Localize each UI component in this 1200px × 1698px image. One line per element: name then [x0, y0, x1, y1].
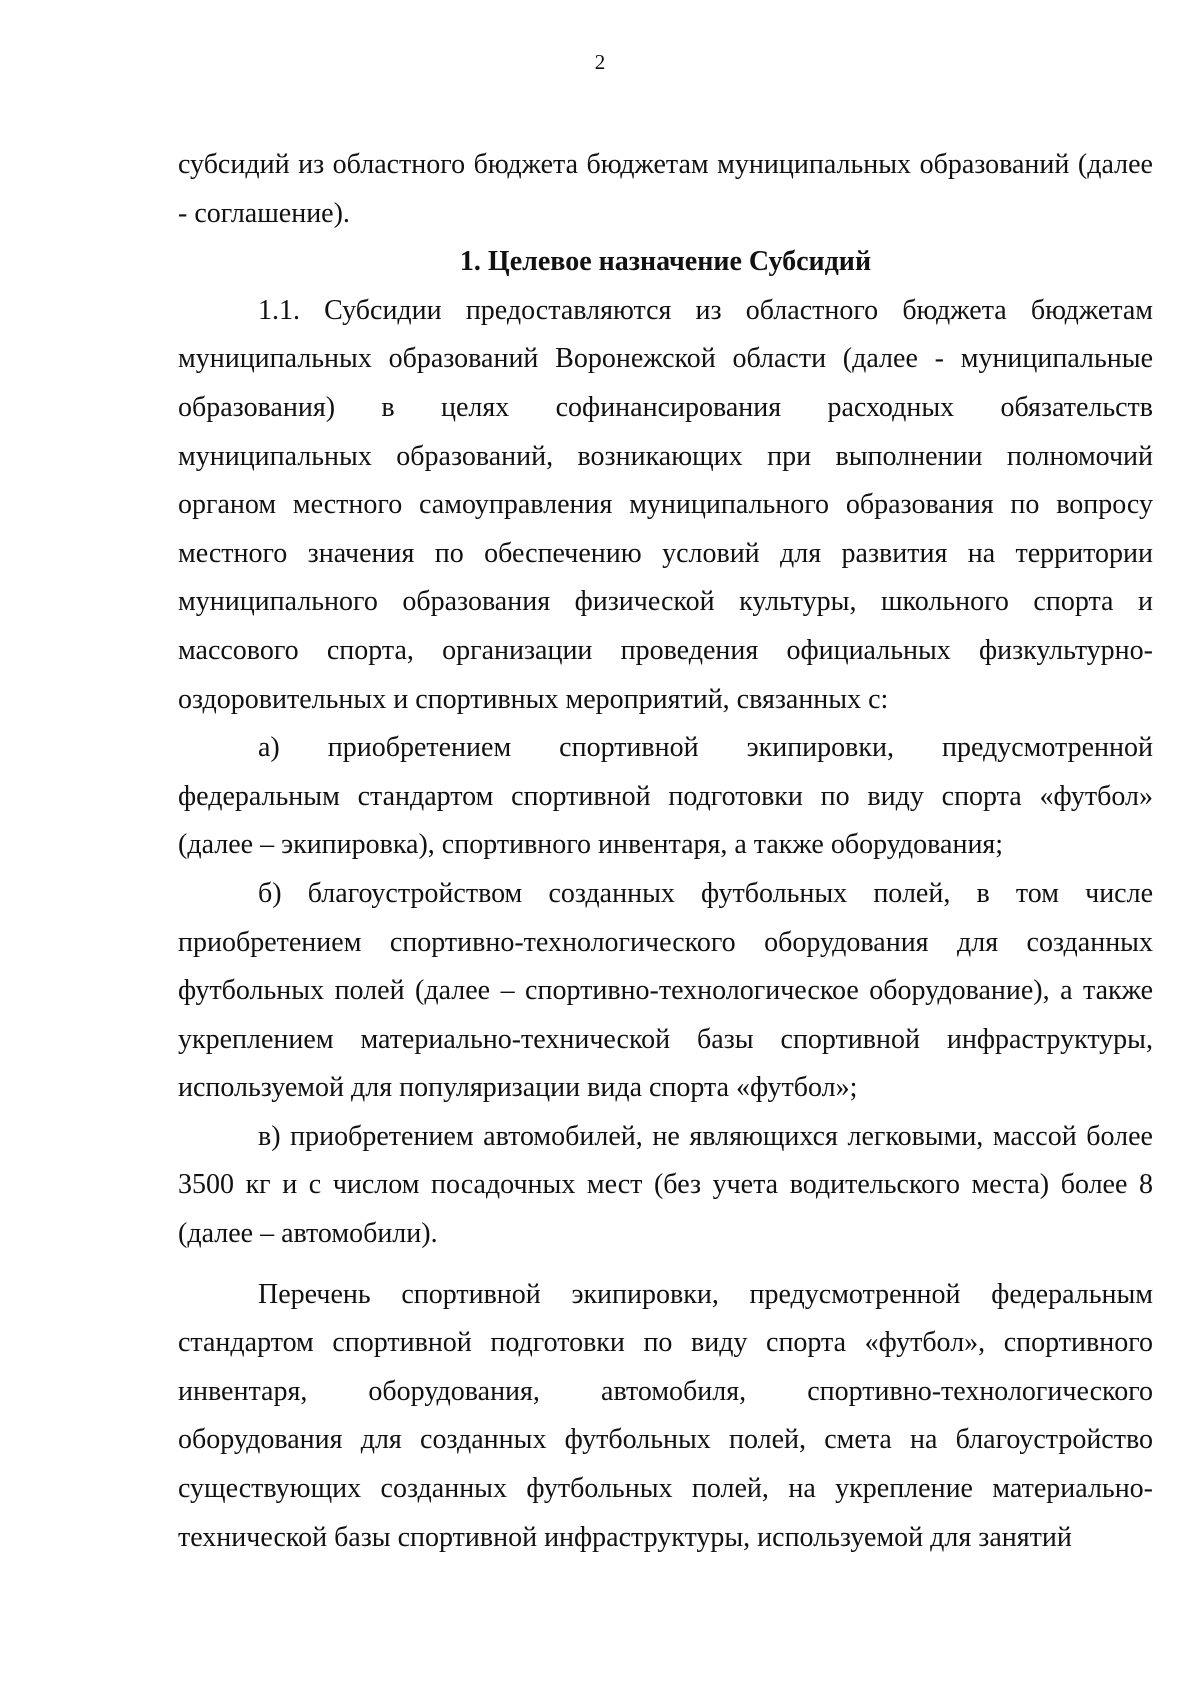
intro-paragraph: субсидий из областного бюджета бюджетам муниципальных образований (далее - соглашение).	[178, 149, 1153, 229]
list-item-b: б) благоустройством созданных футбольных полей, в том числе приобретением спортивно-технологического оборудования для созданных футбольных полей (далее – спортивно-технологическое оборудование), а также укреплением материально-технической базы спортивной инфраструктуры, используемой для популяризации вида спорта «футбол»;	[178, 877, 1153, 1104]
page-number: 2	[594, 50, 606, 74]
document-body	[178, 141, 1153, 1562]
section-heading: 1. Целевое назначение Субсидий	[459, 246, 872, 278]
list-paragraph: Перечень спортивной экипировки, предусмотренной федеральным стандартом спортивной подготовки по виду спорта «футбол», спортивного инвентаря, оборудования, автомобиля, спортивно-технологического оборудования для созданных футбольных полей, смета на благоустройство существующих созданных футбольных полей, на укрепление материально-технической базы спортивной инфраструктуры, используемой для занятий	[178, 1278, 1153, 1553]
paragraph-gap	[178, 1259, 1153, 1271]
list-item-a: а) приобретением спортивной экипировки, предусмотренной федеральным стандартом спортивной подготовки по виду спорта «футбол» (далее – экипировка), спортивного инвентаря, а также оборудования;	[178, 732, 1153, 861]
list-item-v: в) приобретением автомобилей, не являющихся легковыми, массой более 3500 кг и с числом посадочных мест (без учета водительского места) более 8 (далее – автомобили).	[178, 1120, 1153, 1250]
paragraph-1-1: 1.1. Субсидии предоставляются из областного бюджета бюджетам муниципальных образований Воронежской области (далее - муниципальные образования) в целях софинансирования расходных обязательств муниципальных образований, возникающих при выполнении полномочий органом местного самоуправления муниципального образования по вопросу местного значения по обеспечению условий для развития на территории муниципального образования физической культуры, школьного спорта и массового спорта, организации проведения официальных физкультурно-оздоровительных и спортивных мероприятий, связанных с:	[178, 294, 1153, 715]
